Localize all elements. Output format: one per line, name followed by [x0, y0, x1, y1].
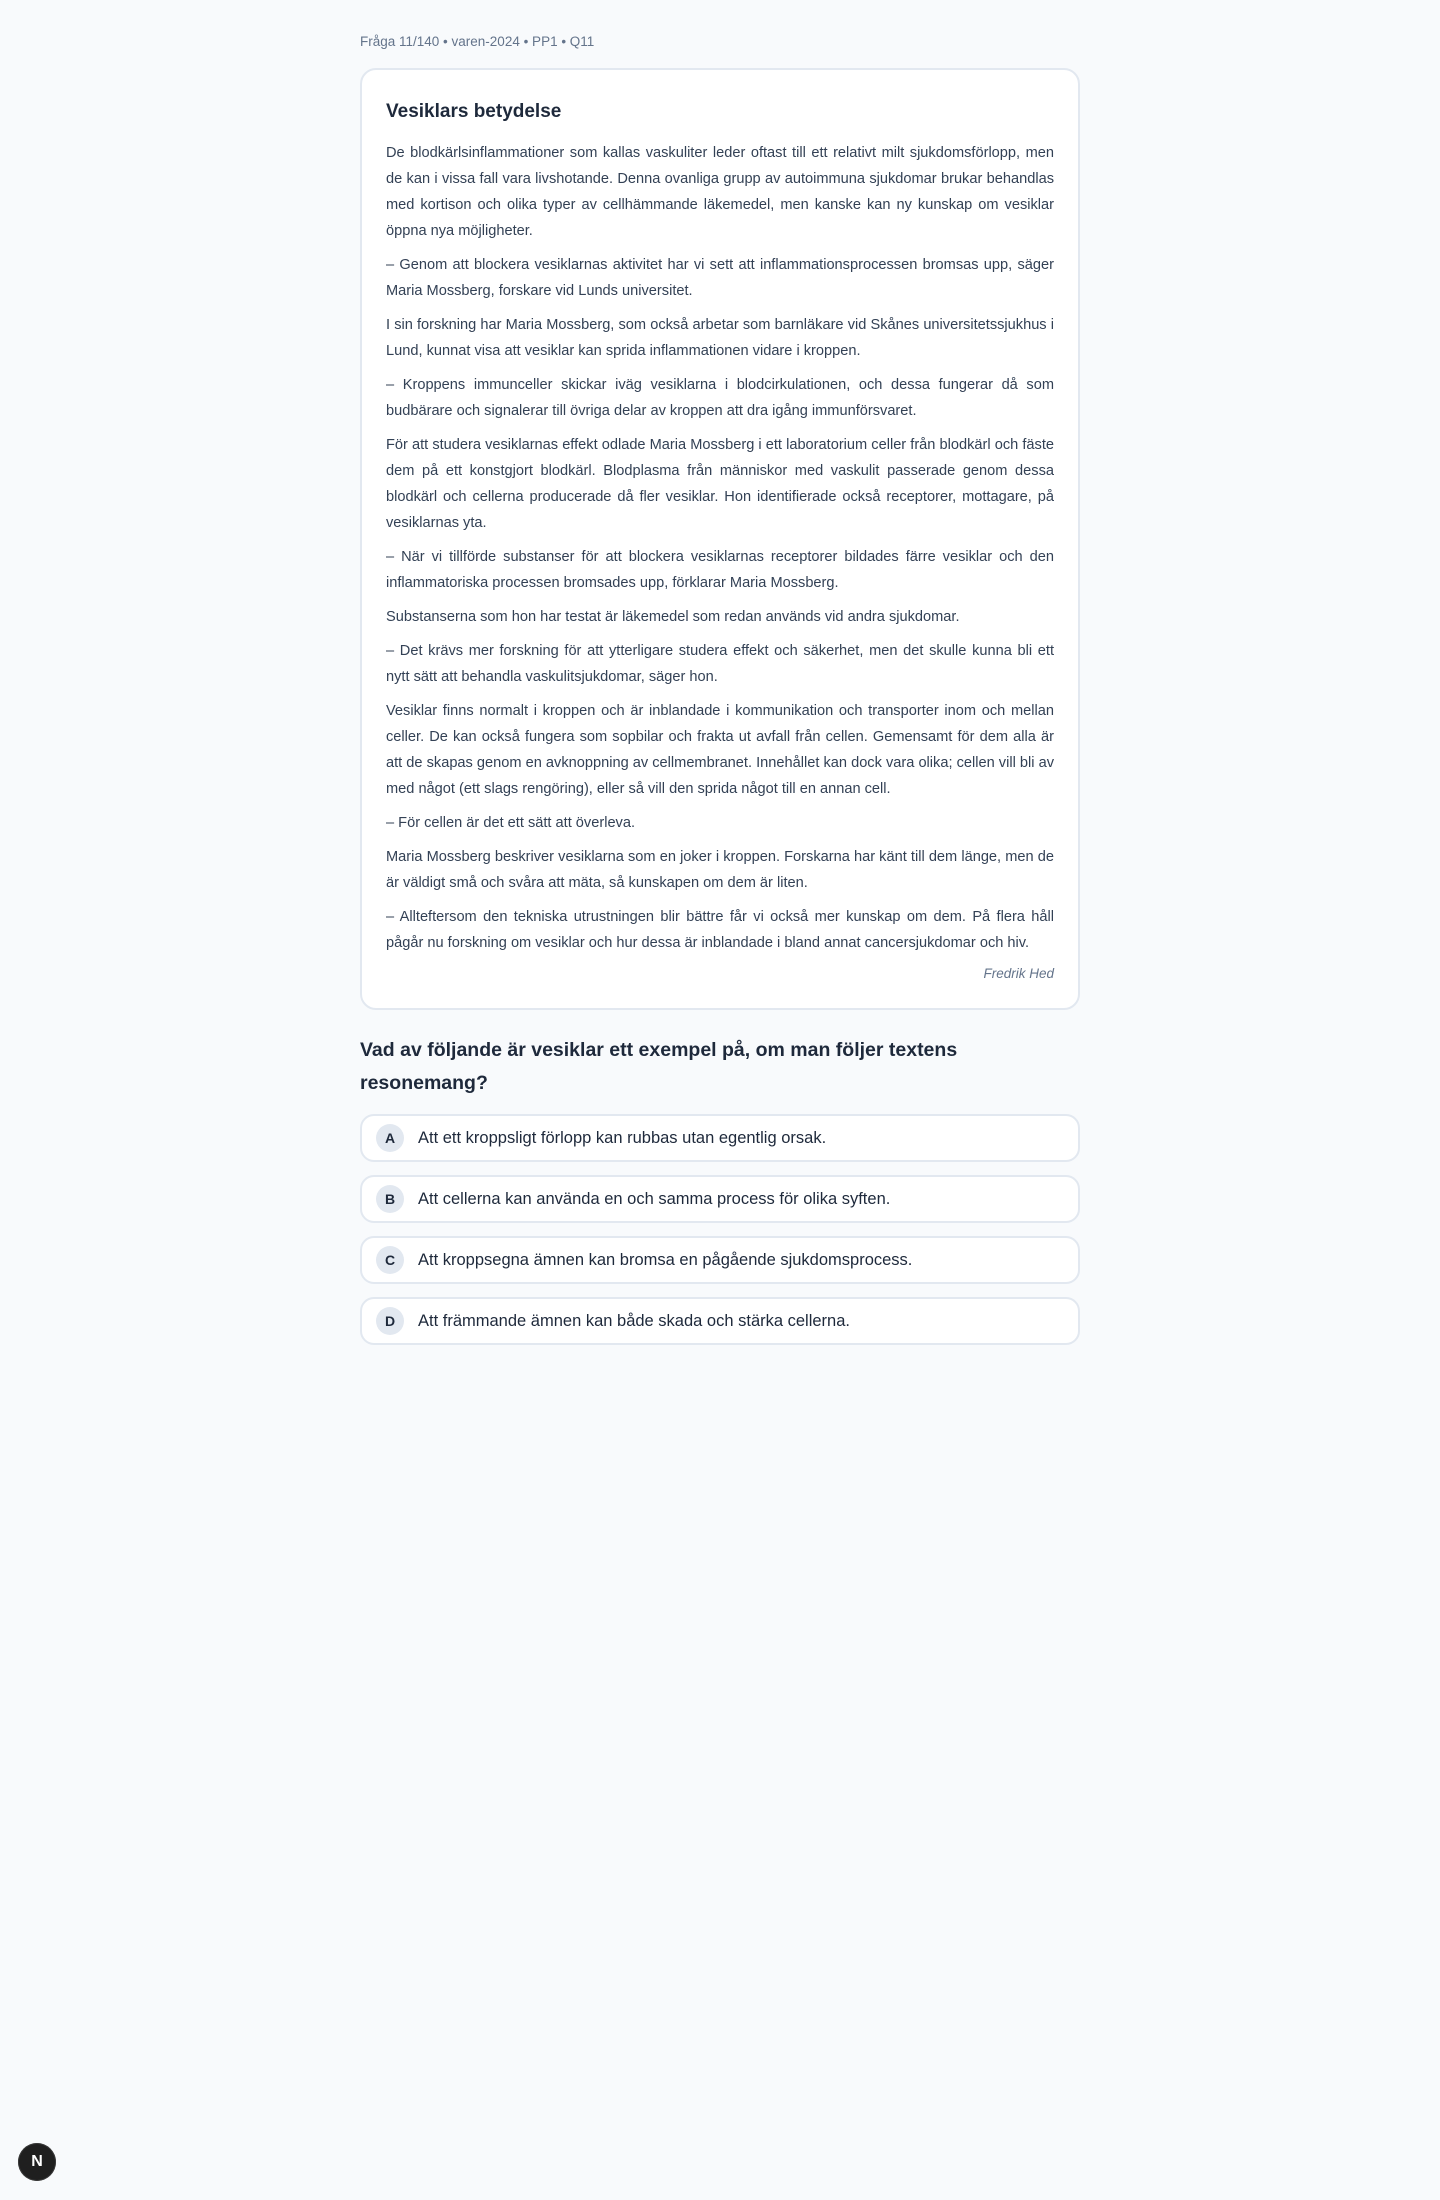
article-paragraph: Maria Mossberg beskriver vesiklarna som en joker i kroppen. Forskarna har känt till dem länge, men de är väldigt små och svåra att mäta, så kunskapen om dem är liten.	[386, 849, 1054, 891]
question-text: Vad av följande är vesiklar ett exempel på, om man följer textens resonemang?	[360, 1039, 958, 1094]
option-text: Att kroppsegna ämnen kan bromsa en pågående sjukdomsprocess.	[418, 1250, 913, 1269]
article-card	[360, 68, 1080, 1010]
article-paragraph: – När vi tillförde substanser för att blockera vesiklarnas receptorer bildades färre vesiklar och den inflammatoriska processen bromsades upp, förklarar Maria Mossberg.	[386, 549, 1054, 591]
article-paragraph: Vesiklar finns normalt i kroppen och är inblandade i kommunikation och transporter inom och mellan celler. De kan också fungera som sopbilar och frakta ut avfall från cellen. Gemensamt för dem alla är att de skapas genom en avknoppning av cellmembranet. Innehållet kan dock vara olika; cellen vill bli av med något (ett slags rengöring), eller så vill den sprida något till en annan cell.	[386, 703, 1054, 797]
article-paragraph: För att studera vesiklarnas effekt odlade Maria Mossberg i ett laboratorium celler från blodkärl och fäste dem på ett konstgjort blodkärl. Blodplasma från människor med vaskulit passerade genom dessa blodkärl och cellerna producerade då fler vesiklar. Hon identifierade också receptorer, mottagare, på vesiklarnas yta.	[386, 437, 1054, 531]
option-letter-badge: A	[376, 1124, 404, 1152]
option-text: Att ett kroppsligt förlopp kan rubbas utan egentlig orsak.	[418, 1128, 827, 1147]
main-content	[360, 0, 1080, 1358]
option-letter-badge: D	[376, 1307, 404, 1335]
article-paragraph: – Genom att blockera vesiklarnas aktivitet har vi sett att inflammationsprocessen bromsas upp, säger Maria Mossberg, forskare vid Lunds universitet.	[386, 257, 1054, 299]
option-text: Att cellerna kan använda en och samma process för olika syften.	[418, 1189, 891, 1208]
article-paragraph: Substanserna som hon har testat är läkemedel som redan används vid andra sjukdomar.	[386, 609, 960, 625]
option-text: Att främmande ämnen kan både skada och stärka cellerna.	[418, 1311, 850, 1330]
answer-option-c[interactable]	[360, 1236, 1080, 1284]
answer-option-d[interactable]	[360, 1297, 1080, 1345]
dev-tools-badge[interactable]	[18, 2143, 56, 2181]
question-meta: Fråga 11/140 • varen-2024 • PP1 • Q11	[360, 34, 595, 49]
answer-option-b[interactable]	[360, 1175, 1080, 1223]
option-letter-badge: C	[376, 1246, 404, 1274]
article-author: Fredrik Hed	[983, 966, 1054, 981]
article-paragraph: – Allteftersom den tekniska utrustningen blir bättre får vi också mer kunskap om dem. På flera håll pågår nu forskning om vesiklar och hur dessa är inblandade i bland annat cancersjukdomar och hiv.	[386, 909, 1054, 951]
article-paragraph: – Kroppens immunceller skickar iväg vesiklarna i blodcirkulationen, och dessa fungerar då som budbärare och signalerar till övriga delar av kroppen att dra igång immunförsvaret.	[386, 377, 1054, 419]
article-title: Vesiklars betydelse	[386, 101, 562, 122]
n-logo-icon: N	[31, 2153, 43, 2170]
article-paragraph: I sin forskning har Maria Mossberg, som också arbetar som barnläkare vid Skånes universitetssjukhus i Lund, kunnat visa att vesiklar kan sprida inflammationen vidare i kroppen.	[386, 317, 1054, 359]
article-paragraph: – För cellen är det ett sätt att överleva.	[386, 815, 636, 831]
article-paragraph: De blodkärlsinflammationer som kallas vaskuliter leder oftast till ett relativt milt sjukdomsförlopp, men de kan i vissa fall vara livshotande. Denna ovanliga grupp av autoimmuna sjukdomar brukar behandlas med kortison och olika typer av cellhämmande läkemedel, men kanske kan ny kunskap om vesiklar öppna nya möjligheter.	[386, 145, 1054, 239]
article-paragraph: – Det krävs mer forskning för att ytterligare studera effekt och säkerhet, men det skulle kunna bli ett nytt sätt att behandla vaskulitsjukdomar, säger hon.	[386, 643, 1054, 685]
answer-option-a[interactable]	[360, 1114, 1080, 1162]
answer-options	[360, 1114, 1080, 1345]
option-letter-badge: B	[376, 1185, 404, 1213]
